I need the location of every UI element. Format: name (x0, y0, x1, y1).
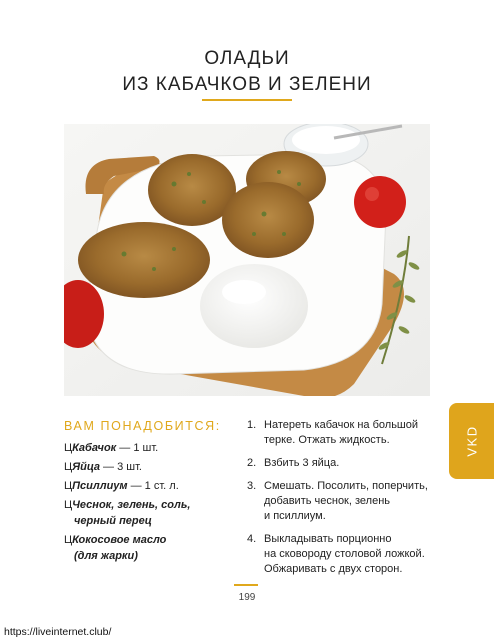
recipe-photo (64, 124, 430, 396)
step-item: 2. Взбить 3 яйца. (247, 457, 340, 469)
step-item: 1. Натереть кабачок на большой терке. Отжать жидкость. (247, 419, 419, 446)
ingredient-item: ЦЯйца — 3 шт. (64, 461, 142, 473)
ingredient-item: ЦКокосовое масло (для жарки) (64, 534, 167, 562)
steps-list (247, 418, 437, 585)
chapter-tab-label: VKD (464, 425, 479, 457)
page-number: 199 (238, 592, 256, 603)
title-underline (202, 99, 292, 101)
step-item: 3. Смешать. Посолить, поперчить, добавить чеснок, зелень и псиллиум. (247, 480, 428, 522)
pancakes-illustration (64, 124, 430, 396)
ingredient-item: ЦПсиллиум — 1 ст. л. (64, 480, 179, 492)
source-url: https://liveinternet.club/ (4, 626, 112, 638)
recipe-title-line-1: ОЛАДЬИ (204, 48, 290, 69)
ingredient-item: ЦКабачок — 1 шт. (64, 442, 159, 454)
chapter-tab (449, 403, 494, 479)
recipe-title-line-2: ИЗ КАБАЧКОВ И ЗЕЛЕНИ (122, 74, 372, 95)
ingredients-list (64, 440, 224, 567)
page-number-rule (234, 584, 258, 586)
step-item: 4. Выкладывать порционно на сковороду столовой ложкой. Обжаривать с двух сторон. (247, 533, 425, 575)
ingredients-heading: ВАМ ПОНАДОБИТСЯ: (64, 419, 221, 433)
recipe-title (0, 46, 494, 98)
ingredient-item: ЦЧеснок, зелень, соль, черный перец (64, 499, 191, 527)
